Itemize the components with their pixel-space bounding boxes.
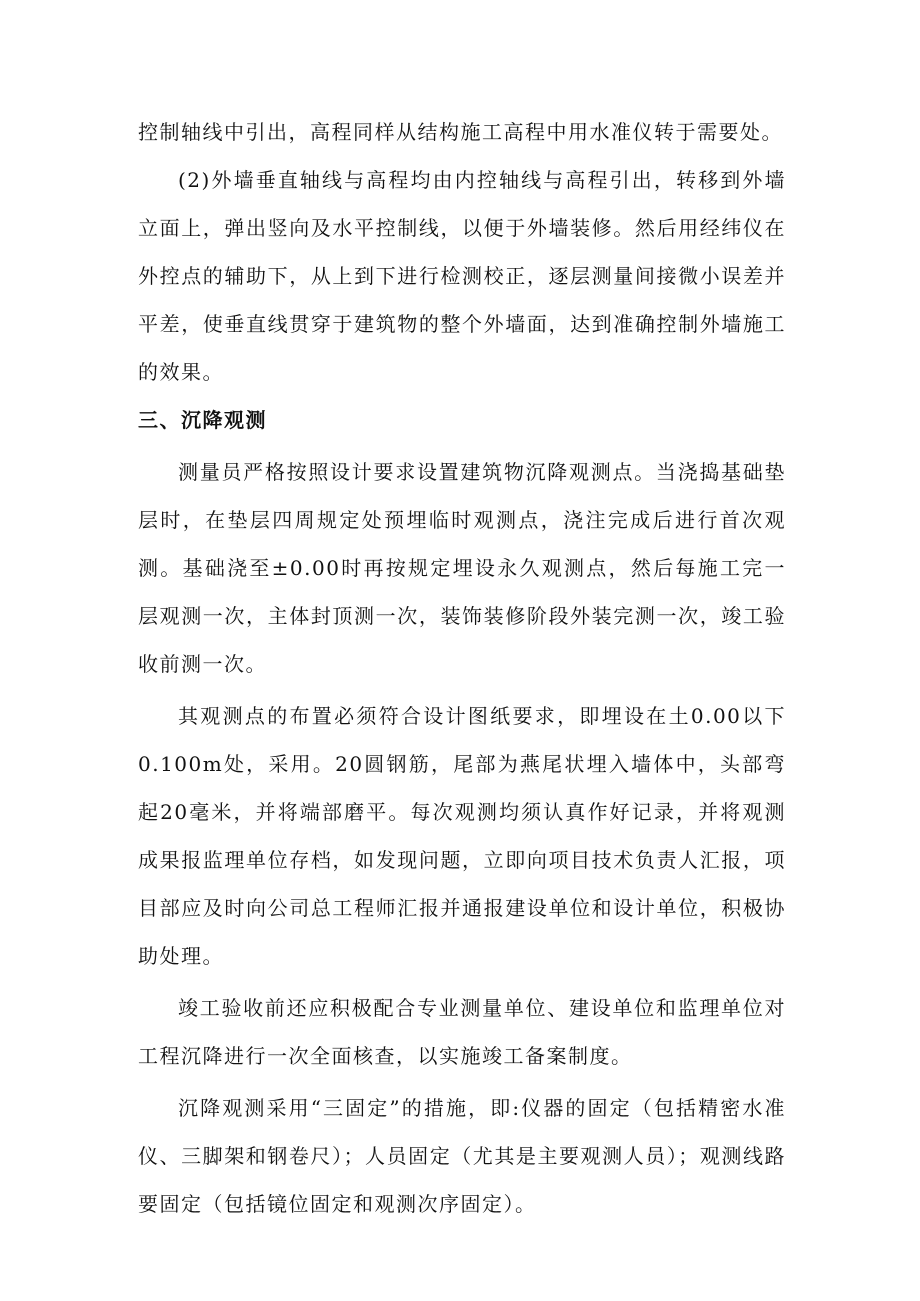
paragraph-final-inspection: 竣工验收前还应积极配合专业测量单位、建设单位和监理单位对工程沉降进行一次全面核查，以实施竣工备案制度。 bbox=[138, 996, 786, 1068]
paragraph-axis-elevation: 控制轴线中引出，高程同样从结构施工高程中用水准仪转于需要处。 bbox=[138, 120, 783, 144]
document-body bbox=[138, 108, 786, 1228]
paragraph-three-fixed-measures: 沉降观测采用“三固定”的措施，即:仪器的固定（包括精密水准仪、三脚架和钢卷尺）；人员固定（尤其是主要观测人员）；观测线路要固定（包括镜位固定和观测次序固定）。 bbox=[138, 1096, 786, 1216]
paragraph-exterior-wall-axis: (2)外墙垂直轴线与高程均由内控轴线与高程引出，转移到外墙立面上，弹出竖向及水平控制线，以便于外墙装修。然后用经纬仪在外控点的辅助下，从上到下进行检测校正，逐层测量间接微小误差并平差，使垂直线贯穿于建筑物的整个外墙面，达到准确控制外墙施工的效果。 bbox=[138, 168, 786, 384]
paragraph-observation-layout: 其观测点的布置必须符合设计图纸要求，即埋设在土0.00以下0.100m处，采用。20圆钢筋，尾部为燕尾状埋入墙体中，头部弯起20毫米，并将端部磨平。每次观测均须认真作好记录，并将观测成果报监理单位存档，如发现问题，立即向项目技术负责人汇报，项目部应及时向公司总工程师汇报并通报建设单位和设计单位，积极协助处理。 bbox=[138, 704, 786, 968]
section-heading-settlement-observation: 三、沉降观测 bbox=[138, 408, 267, 432]
paragraph-settlement-points: 测量员严格按照设计要求设置建筑物沉降观测点。当浇捣基础垫层时，在垫层四周规定处预埋临时观测点，浇注完成后进行首次观测。基础浇至±0.00时再按规定埋设永久观测点，然后每施工完一层观测一次，主体封顶测一次，装饰装修阶段外装完测一次，竣工验收前测一次。 bbox=[138, 460, 786, 676]
